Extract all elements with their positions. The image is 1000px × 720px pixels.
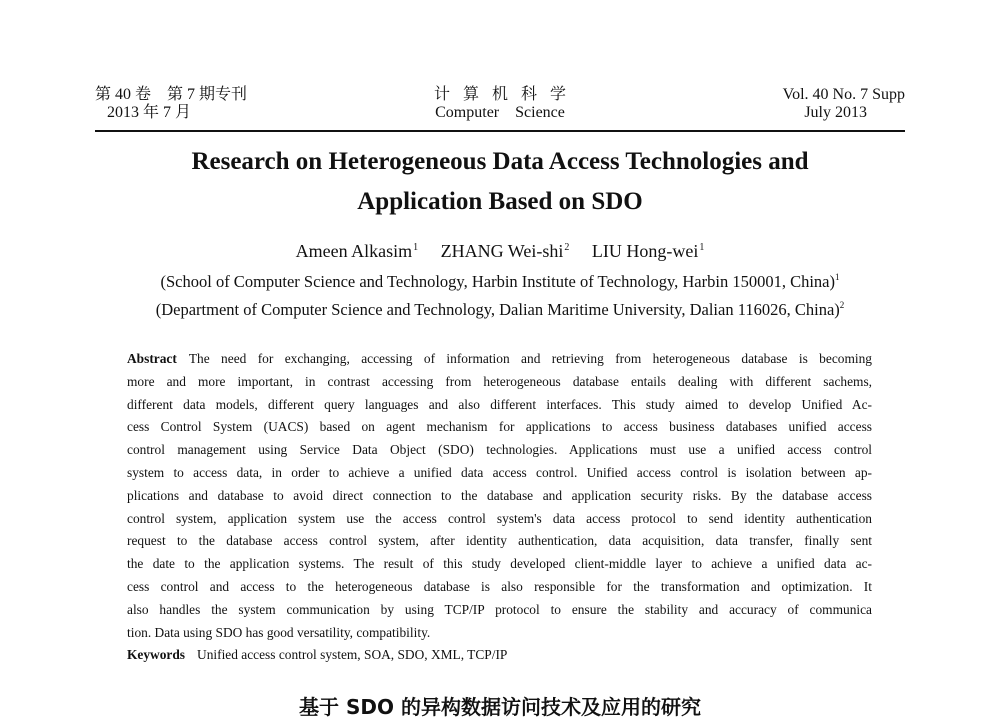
abstract-line: control system, application system use the access control system's data access protocol to send identity authentication	[127, 510, 872, 526]
author	[592, 241, 704, 261]
author-list	[60, 236, 940, 263]
journal-name-cn: 计算机科学	[433, 86, 579, 103]
affiliation-text: (School of Computer Science and Technology, Harbin Institute of Technology, Harbin 150001, China)	[160, 272, 835, 291]
volume-issue-cn: 第 40 卷 第 7 期专刊	[95, 86, 248, 103]
abstract-line: more and more important, in contrast accessing from heterogeneous database entails dealing with different sachems,	[127, 373, 872, 389]
keywords	[127, 644, 872, 666]
volume-issue-en: Vol. 40 No. 7 Supp	[782, 86, 905, 103]
abstract-line: different data models, different query languages and also different interfaces. This study aimed to develop Unified Ac-	[127, 396, 872, 412]
abstract-line: cess control and access to the heterogeneous database is also responsible for the transformation and optimization. It	[127, 578, 872, 594]
author-affiliation-mark: 1	[413, 242, 419, 253]
abstract	[127, 348, 872, 644]
issue-info-cn	[95, 86, 270, 122]
abstract-line: plications and database to avoid direct connection to the database and application security risks. By the database access	[127, 487, 872, 503]
abstract-line: tion. Data using SDO has good versatility, compatibility.	[127, 624, 431, 640]
abstract-line: request to the database access control system, after identity authentication, data acquisition, data transfer, finally sent	[127, 533, 872, 549]
abstract-line	[127, 348, 872, 371]
abstract-text: The need for exchanging, accessing of information and retrieving from heterogeneous database is becoming	[188, 351, 872, 366]
affiliation	[40, 294, 960, 321]
abstract-line: the date to the application systems. The result of this study developed client-middle layer to achieve a unified data ac-	[127, 556, 872, 572]
author-name: LIU Hong-wei	[591, 241, 699, 261]
running-header	[95, 86, 905, 130]
keywords-heading: Keywords	[127, 647, 186, 662]
affiliation	[40, 266, 960, 293]
date-en: July 2013	[804, 104, 867, 121]
affiliation-mark: 1	[835, 272, 840, 282]
issue-info-en	[685, 86, 905, 122]
abstract-line: control management using Service Data Object (SDO) technologies. Applications must use a unified access control	[127, 442, 872, 458]
paper-title-line-2: Application Based on SDO	[357, 188, 643, 215]
author	[441, 241, 570, 261]
date-cn: 2013 年 7 月	[107, 104, 192, 121]
header-rule	[95, 130, 905, 132]
abstract-heading: Abstract	[127, 351, 177, 366]
chinese-title: 基于 SDO 的异构数据访问技术及应用的研究	[299, 695, 701, 719]
journal-name-en: Computer Science	[435, 104, 565, 121]
paper-title	[60, 142, 940, 222]
author-name: ZHANG Wei-shi	[440, 241, 564, 261]
affiliation-text: (Department of Computer Science and Technology, Dalian Maritime University, Dalian 116026, China)	[155, 300, 840, 319]
author-affiliation-mark: 1	[699, 242, 705, 253]
affiliation-mark: 2	[839, 300, 845, 310]
abstract-line: also handles the system communication by using TCP/IP protocol to ensure the stability and accuracy of communica	[127, 601, 872, 617]
paper-title-line-1: Research on Heterogeneous Data Access Technologies and	[191, 148, 809, 175]
author-name: Ameen Alkasim	[295, 241, 413, 261]
abstract-line: system to access data, in order to achieve a unified data access control. Unified access control is isolation between ap-	[127, 464, 872, 480]
abstract-line: cess Control System (UACS) based on agent mechanism for applications to access business databases unified access	[127, 419, 872, 435]
author-affiliation-mark: 2	[564, 242, 570, 253]
keywords-text: Unified access control system, SOA, SDO, XML, TCP/IP	[197, 647, 508, 662]
author	[296, 241, 418, 261]
